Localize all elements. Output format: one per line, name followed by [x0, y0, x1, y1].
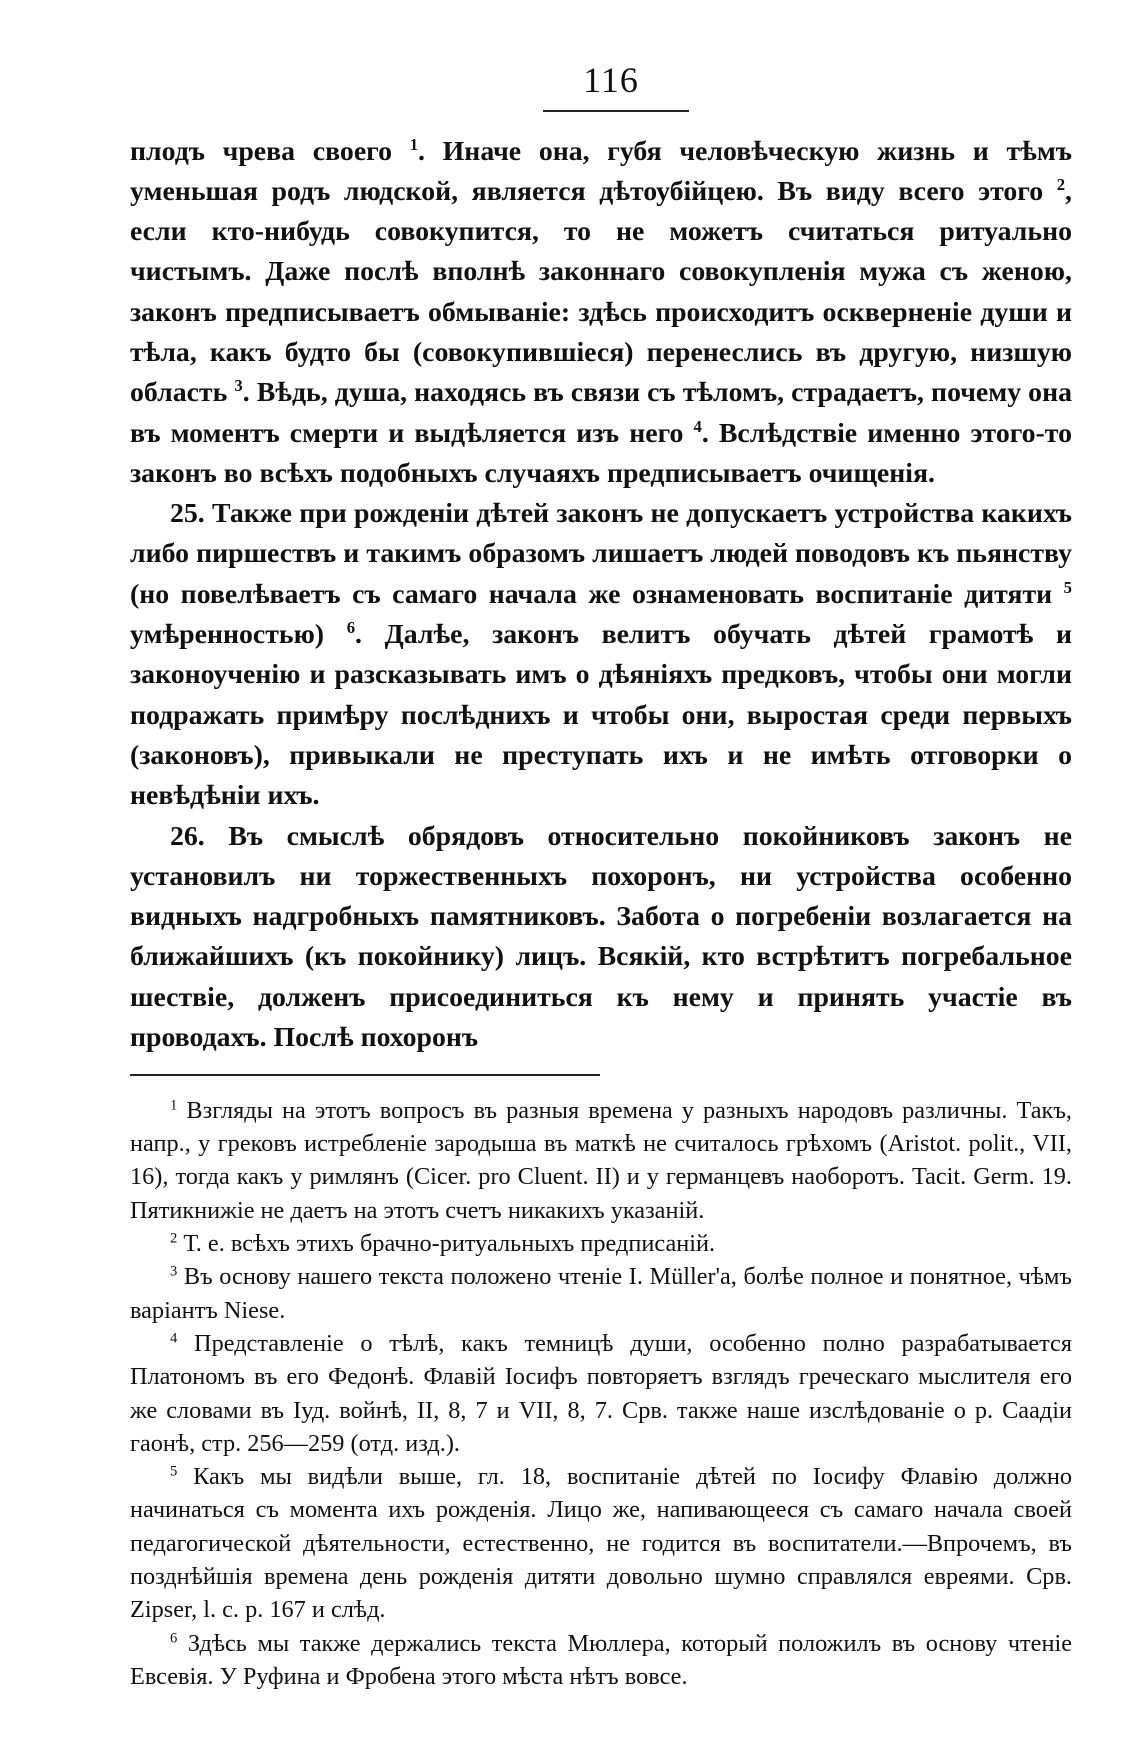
page-number: 116: [583, 60, 639, 100]
footnote-4: [130, 1327, 1072, 1460]
footnote-text: Представленіе о тѣлѣ, какъ темницѣ души, особенно полно разрабатывается Платономъ въ его Федонѣ. Флавій Іосифъ повторяетъ взглядъ греческаго мыслителя его же словами въ Іуд. войнѣ, II, 8, 7 и VII, 8, 7. Срв. также наше изслѣдованіе о р. Саадіи гаонѣ, стр. 256—259 (отд. изд.).: [130, 1329, 1072, 1457]
footnote-text: Взгляды на этотъ вопросъ въ разныя времена у разныхъ народовъ различны. Такъ, напр., у грековъ истребленіе зародыша въ маткѣ не считалось грѣхомъ (Aristot. polit., VII, 16), тогда какъ у римлянъ (Cicer. pro Cluent. II) и у германцевъ наоборотъ. Tacit. Germ. 19. Пятикнижіе не даетъ на этотъ счетъ никакихъ указаній.: [130, 1096, 1072, 1224]
footnote-6: [130, 1627, 1072, 1694]
text-run: умѣренностью): [130, 619, 347, 651]
footnotes: [130, 1094, 1072, 1693]
footnote-5: [130, 1460, 1072, 1626]
footnote-text: Здѣсь мы также держались текста Мюллера, который положилъ въ основу чтеніе Евсевія. У Руфина и Фробена этого мѣста нѣтъ вовсе.: [130, 1629, 1072, 1690]
footnote-text: Въ основу нашего текста положено чтеніе I. Müller'а, болѣе полное и понятное, чѣмъ варіантъ Niese.: [130, 1263, 1072, 1324]
text-run: . Вслѣдствіе именно этого-то законъ во всѣхъ подобныхъ случаяхъ предписываетъ очищенія.: [130, 417, 1072, 489]
text-run: 25. Также при рожденіи дѣтей законъ не допускаетъ устройства какихъ либо пиршествъ и такимъ образомъ лишаетъ людей поводовъ къ пьянству (но повелѣваетъ съ самаго начала же ознаменовать воспитаніе дитяти: [130, 498, 1072, 610]
text-run: плодъ чрева своего: [130, 135, 410, 167]
text-run: 26. Въ смыслѣ обрядовъ относительно покойниковъ законъ не установилъ ни торжественныхъ похоронъ, ни устройства особенно видныхъ надгробныхъ памятниковъ. Забота о погребеніи возлагается на ближайшихъ (къ покойнику) лицъ. Всякій, кто встрѣтитъ погребальное шествіе, долженъ присоединиться къ нему и принять участіе въ проводахъ. Послѣ похоронъ: [130, 820, 1072, 1054]
footnote-ref-4: 4: [693, 416, 702, 436]
footnote-mark: 4: [170, 1330, 178, 1347]
text-run: . Иначе она, губя человѣческую жизнь и тѣмъ уменьшая родъ людской, является дѣтоубійцею. Въ виду всего этого: [130, 135, 1072, 207]
footnote-mark: 5: [170, 1463, 178, 1480]
footnote-ref-3: 3: [234, 376, 243, 396]
footnote-mark: 2: [170, 1230, 178, 1247]
paragraph-26: [130, 817, 1072, 1059]
text-run: , если кто-нибудь совокупится, то не можетъ считаться ритуально чистымъ. Даже послѣ вполнѣ законнаго совокупленія мужа съ женою, законъ предписываетъ обмываніе: здѣсь происходитъ оскверненіе души и тѣла, какъ будто бы (совокупившіеся) перенеслись въ другую, низшую область: [130, 175, 1072, 409]
footnote-ref-2: 2: [1056, 174, 1066, 194]
main-text: [130, 132, 1072, 1059]
text-run: . Вѣдь, душа, находясь въ связи съ тѣломъ, страдаетъ, почему она въ моментъ смерти и выдѣляется изъ него: [130, 377, 1072, 449]
footnote-1: [130, 1094, 1072, 1227]
text-run: . Далѣе, законъ велитъ обучать дѣтей грамотѣ и законоученію и разсказывать имъ о дѣяніяхъ предковъ, чтобы они могли подражать примѣру послѣднихъ и чтобы они, выростая среди первыхъ (законовъ), привыкали не преступать ихъ и не имѣть отговорки о невѣдѣніи ихъ.: [130, 619, 1072, 812]
footnote-2: [130, 1227, 1072, 1260]
book-page: [130, 62, 1072, 1693]
footnote-ref-5: 5: [1063, 577, 1072, 597]
footnote-3: [130, 1260, 1072, 1327]
paragraph-25: [130, 494, 1072, 816]
footnote-ref-1: 1: [409, 134, 419, 154]
page-number-rule: [543, 110, 689, 112]
footnote-text: Т. е. всѣхъ этихъ брачно-ритуальныхъ предписаній.: [183, 1230, 716, 1258]
paragraph-continued: [130, 132, 1072, 495]
footnote-mark: 1: [170, 1097, 178, 1114]
footnote-ref-6: 6: [346, 618, 356, 638]
footnote-divider: [130, 1074, 600, 1076]
footnote-mark: 6: [170, 1629, 178, 1646]
footnote-mark: 3: [170, 1263, 178, 1280]
footnote-text: Какъ мы видѣли выше, гл. 18, воспитаніе дѣтей по Іосифу Флавію должно начинаться съ момента ихъ рожденія. Лицо же, напивающееся съ самаго начала своей педагогической дѣятельности, естественно, не годится въ воспитатели.—Впрочемъ, въ позднѣйшія времена день рожденія дитяти довольно шумно справлялся евреями. Срв. Zipser, l. c. p. 167 и слѣд.: [130, 1463, 1072, 1624]
